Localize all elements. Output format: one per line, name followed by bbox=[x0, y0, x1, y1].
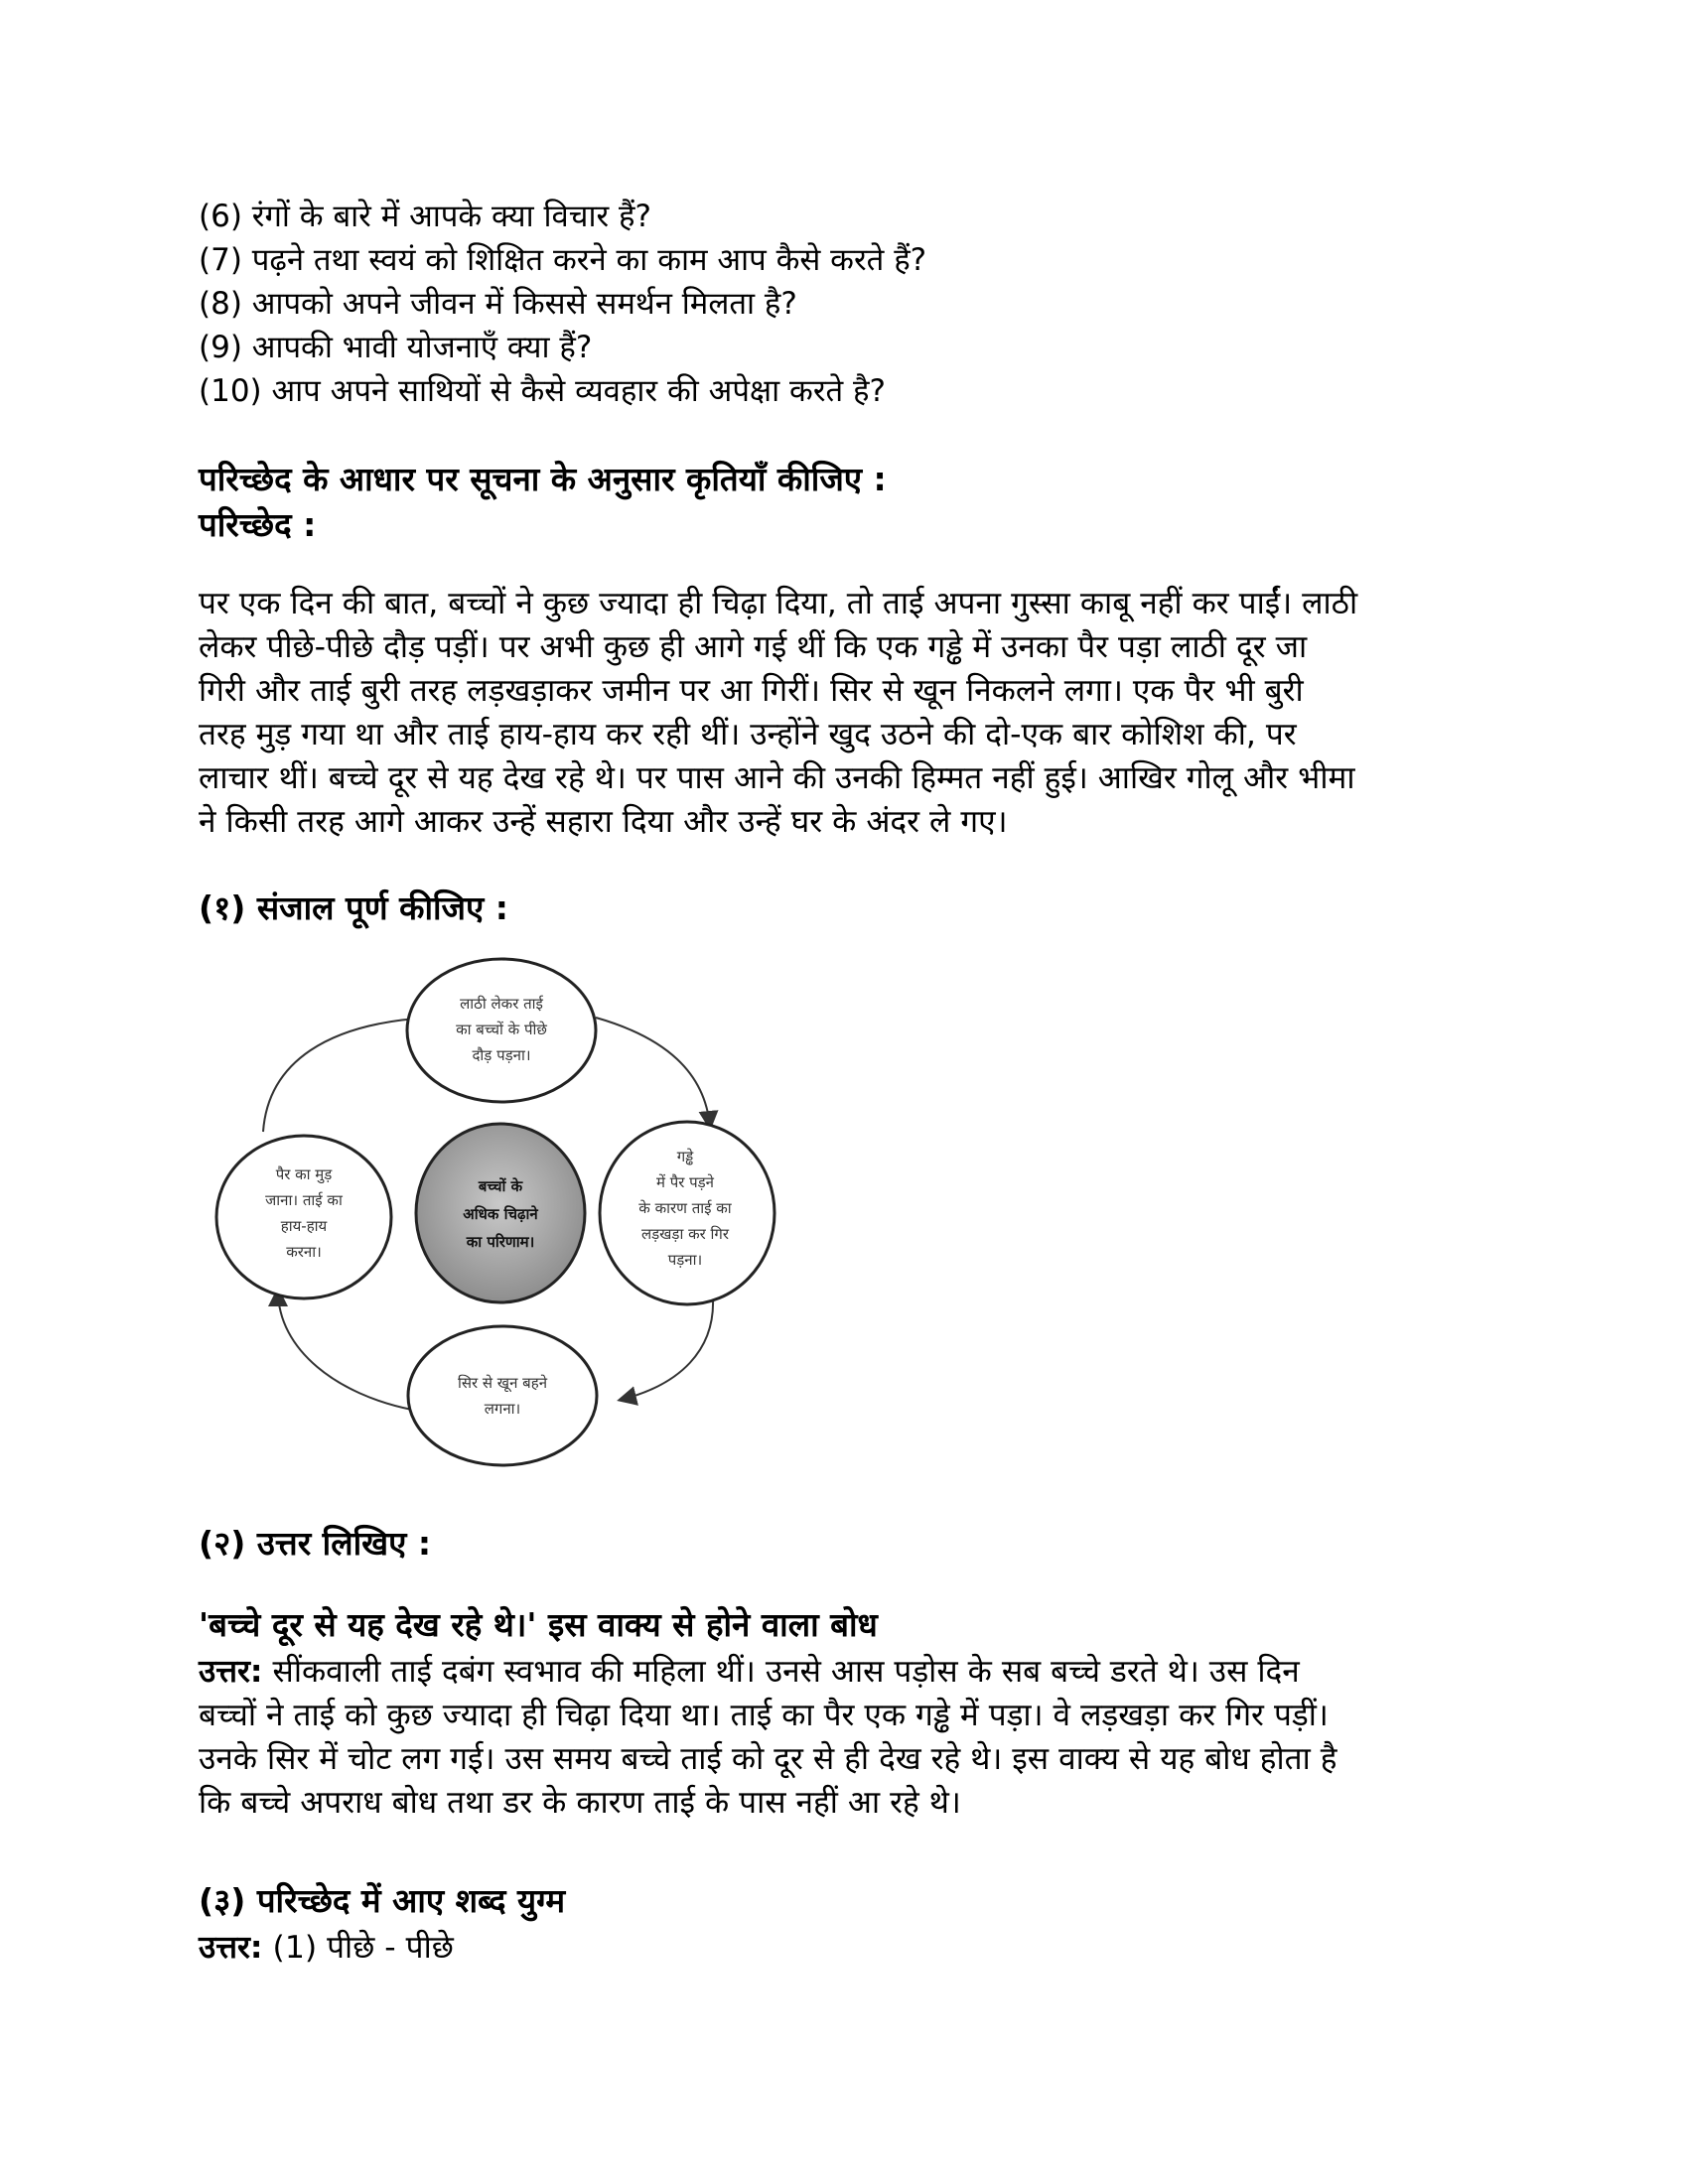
bubble-bottom bbox=[408, 1326, 597, 1465]
task2-title: (२) उत्तर लिखिए : bbox=[199, 1524, 432, 1563]
task2-answer bbox=[199, 1650, 1489, 1825]
arrow-bottom-to-left bbox=[278, 1291, 412, 1410]
task2-question: 'बच्चे दूर से यह देख रहे थे।' इस वाक्य से होने वाला बोध bbox=[199, 1605, 878, 1644]
bubble-right-line: पड़ना। bbox=[667, 1251, 703, 1269]
question-item: (6) रंगों के बारे में आपके क्या विचार हैं? bbox=[199, 199, 651, 234]
bubble-top-line: दौड़ पड़ना। bbox=[472, 1046, 531, 1064]
bubble-left-line: जाना। ताई का bbox=[265, 1191, 343, 1209]
concept-web-diagram bbox=[199, 953, 814, 1509]
answer-line: कि बच्चे अपराध बोध तथा डर के कारण ताई के पास नहीं आ रहे थे। bbox=[199, 1785, 961, 1821]
bubble-top-line: लाठी लेकर ताई bbox=[460, 995, 543, 1013]
answer-line bbox=[199, 1926, 1489, 1970]
question-item: (8) आपको अपने जीवन में किससे समर्थन मिलता है? bbox=[199, 286, 797, 322]
bubble-left-line: करना। bbox=[286, 1243, 322, 1261]
task3-answer bbox=[199, 1926, 1489, 1970]
bubble-right-line: में पैर पड़ने bbox=[655, 1173, 715, 1191]
bubble-left-line: पैर का मुड़ bbox=[275, 1165, 333, 1183]
passage-line: लेकर पीछे-पीछे दौड़ पड़ीं। पर अभी कुछ ही आगे गई थीं कि एक गड्ढे में उनका पैर पड़ा लाठी दूर जा bbox=[199, 629, 1308, 665]
bubble-center-line: बच्चों के bbox=[478, 1177, 523, 1195]
section-title: परिच्छेद के आधार पर सूचना के अनुसार कृतियाँ कीजिए : bbox=[199, 460, 887, 498]
bubble-top-line: का बच्चों के पीछे bbox=[456, 1021, 547, 1038]
answer-label: उत्तर: bbox=[199, 1930, 263, 1966]
passage-label: परिच्छेद : bbox=[199, 505, 317, 544]
arrow-right-to-bottom bbox=[621, 1298, 713, 1400]
arrow-top-to-right bbox=[596, 1018, 710, 1127]
task1-title: (१) संजाल पूर्ण कीजिए : bbox=[199, 888, 508, 927]
passage-line: गिरी और ताई बुरी तरह लड़खड़ाकर जमीन पर आ गिरीं। सिर से खून निकलने लगा। एक पैर भी बुरी bbox=[199, 673, 1304, 709]
answer-line: बच्चों ने ताई को कुछ ज्यादा ही चिढ़ा दिया था। ताई का पैर एक गड्ढे में पड़ा। वे लड़खड़ा कर गिर पड़ीं। bbox=[199, 1698, 1329, 1733]
bubble-center-line: अधिक चिढ़ाने bbox=[463, 1205, 538, 1223]
question-item: (10) आप अपने साथियों से कैसे व्यवहार की अपेक्षा करते है? bbox=[199, 373, 886, 409]
passage-line: ने किसी तरह आगे आकर उन्हें सहारा दिया और उन्हें घर के अंदर ले गए। bbox=[199, 804, 1008, 840]
bubble-right-line: लड़खड़ा कर गिर bbox=[640, 1225, 730, 1243]
passage-line: तरह मुड़ गया था और ताई हाय-हाय कर रही थीं। उन्होंने खुद उठने की दो-एक बार कोशिश की, पर bbox=[199, 717, 1297, 752]
answer-text: सींकवाली ताई दबंग स्वभाव की महिला थीं। उनसे आस पड़ोस के सब बच्चे डरते थे। उस दिन bbox=[262, 1654, 1300, 1690]
bubble-right-line: के कारण ताई का bbox=[638, 1199, 732, 1217]
bubble-center-line: का परिणाम। bbox=[466, 1233, 535, 1251]
task3-title: (३) परिच्छेद में आए शब्द युग्म bbox=[199, 1881, 566, 1920]
bubble-left-line: हाय-हाय bbox=[280, 1217, 328, 1235]
answer-text: (1) पीछे - पीछे bbox=[262, 1930, 454, 1966]
question-item: (7) पढ़ने तथा स्वयं को शिक्षित करने का काम आप कैसे करते हैं? bbox=[199, 242, 927, 278]
passage-line: लाचार थीं। बच्चे दूर से यह देख रहे थे। पर पास आने की उनकी हिम्मत नहीं हुई। आखिर गोलू और भीमा bbox=[199, 760, 1355, 796]
bubble-bottom-line: सिर से खून बहने bbox=[457, 1374, 548, 1392]
answer-line bbox=[199, 1650, 1489, 1694]
passage-line: पर एक दिन की बात, बच्चों ने कुछ ज्यादा ही चिढ़ा दिया, तो ताई अपना गुस्सा काबू नहीं कर पाईं। लाठी bbox=[199, 586, 1358, 621]
bubble-right-line: गड्ढे bbox=[676, 1148, 694, 1165]
answer-line: उनके सिर में चोट लग गई। उस समय बच्चे ताई को दूर से ही देख रहे थे। इस वाक्य से यह बोध होता है bbox=[199, 1741, 1337, 1777]
bubble-bottom-line: लगना। bbox=[484, 1400, 521, 1418]
question-list bbox=[199, 195, 1489, 413]
answer-label: उत्तर: bbox=[199, 1654, 263, 1690]
question-item: (9) आपकी भावी योजनाएँ क्या हैं? bbox=[199, 330, 593, 365]
passage bbox=[199, 582, 1489, 844]
